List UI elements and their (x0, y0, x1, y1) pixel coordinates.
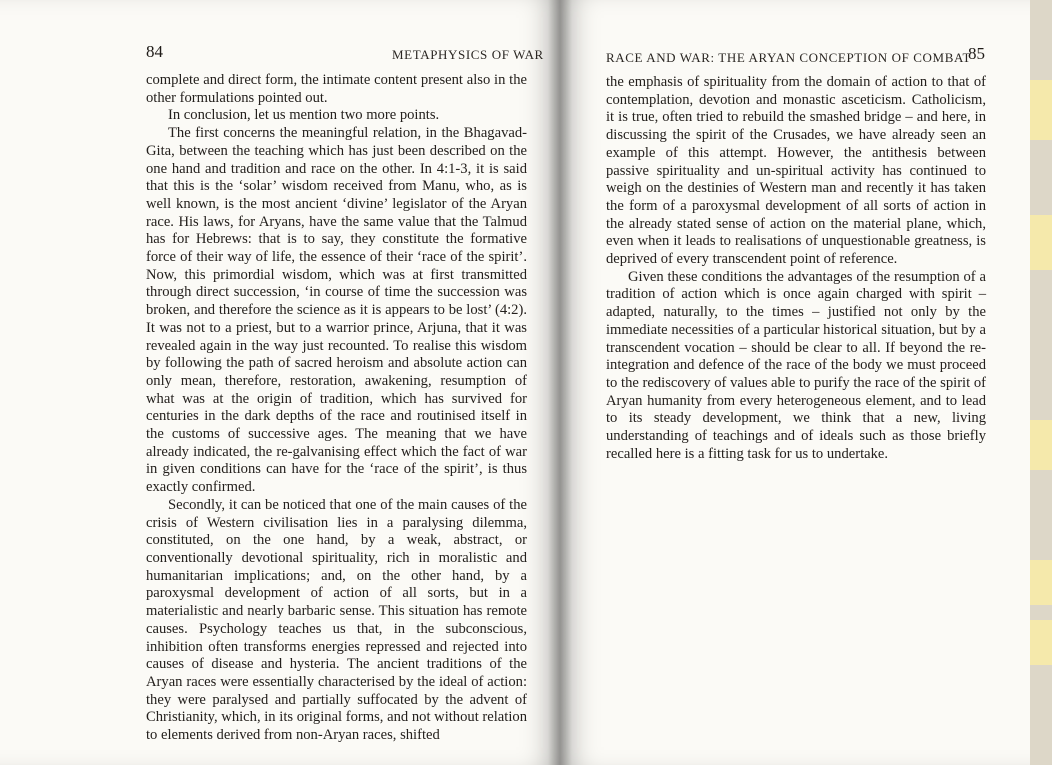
sticky-tab (1030, 420, 1052, 470)
paragraph: Given these conditions the advantages of the resumption of a tradition of action which is once again charged with spirit – adapted, naturally, to the times – justified not only by the immediate necessities of a particular historical situation, but by a transcendent vocation – should be clear to all. If beyond the re-integration and defence of the race of the body we must proceed to the rediscovery of values able to purify the race of the spirit of Aryan humanity from every heterogeneous element, and to lead to its steady development, we think that a new, living understanding of teachings and of ideals such as those briefly recalled here is a fitting task for us to undertake. (606, 268, 986, 462)
paragraph: Secondly, it can be noticed that one of the main causes of the crisis of Western civilisation lies in a paralysing dilemma, constituted, on the one hand, by a weak, abstract, or conventionally devotional spirituality, rich in moralistic and humanitarian implications; and, on the other hand, by a paroxysmal development of action of all sorts, but in a materialistic and nearly barbaric sense. This situation has remote causes. Psychology teaches us that, in the subconscious, inhibition often transforms energies repressed and rejected into causes of disease and hysteria. The ancient traditions of the Aryan races were essentially characterised by the ideal of action: they were paralysed and partially suffocated by the advent of Christianity, which, in its original forms, and not without relation to elements derived from non-Aryan races, shifted (146, 496, 527, 744)
paragraph: The first concerns the meaningful relation, in the Bhagavad-Gita, between the teaching which has just been described on the one hand and tradition and race on the other. In 4:1-3, it is said that this is the ‘solar’ wisdom received from Manu, who, as is well known, is the most ancient ‘divine’ legislator of the Aryan race. His laws, for Aryans, have the same value that the Talmud has for Hebrews: that is to say, they constitute the formative force of their way of life, the essence of their ‘race of the spirit’. Now, this primordial wisdom, which was at first transmitted through direct succession, ‘in course of time the succession was broken, and therefore the science as it is appears to be lost’ (4:2). It was not to a priest, but to a warrior prince, Arjuna, that it was revealed again in the way just recounted. To realise this wisdom by following the path of sacred heroism and absolute action can only mean, therefore, restoration, awakening, resumption of what was at the origin of tradition, which has survived for centuries in the dark depths of the race and routinised itself in the customs of successive ages. The meaning that we have already indicated, the re-galvanising effect which the fact of war in given conditions can have for the ‘race of the spirit’, is thus exactly confirmed. (146, 125, 527, 496)
page-number: 84 (146, 42, 163, 61)
paragraph: In conclusion, let us mention two more points. (168, 107, 440, 124)
running-head: RACE AND WAR: THE ARYAN CONCEPTION OF COMBAT (606, 50, 972, 65)
paragraph: the emphasis of spirituality from the domain of action to that of contemplation, devotion and monastic asceticism. Catholicism, it is true, often tried to rebuild the smashed bridge – and here, in discussing the spirit of the Crusades, we have already seen an example of this attempt. However, the antithesis between passive spirituality and un-spiritual activity has continued to weigh on the destinies of Western man and recently it has taken the form of a paroxysmal development of all sorts of action in the already stated sense of action on the material plane, which, even when it leads to realisations of unquestionable greatness, is deprived of every transcendent point of reference. (606, 74, 986, 268)
right-page (560, 0, 1030, 765)
sticky-tab (1030, 80, 1052, 140)
sticky-tab (1030, 560, 1052, 605)
running-head: METAPHYSICS OF WAR (392, 47, 544, 62)
sticky-tab (1030, 620, 1052, 665)
body-text (146, 72, 527, 745)
page-number: 85 (968, 44, 985, 63)
paragraph: complete and direct form, the intimate content present also in the other formulations pointed out. (146, 72, 527, 106)
sticky-tab (1030, 215, 1052, 270)
body-text (606, 74, 986, 463)
book-gutter (548, 0, 572, 765)
